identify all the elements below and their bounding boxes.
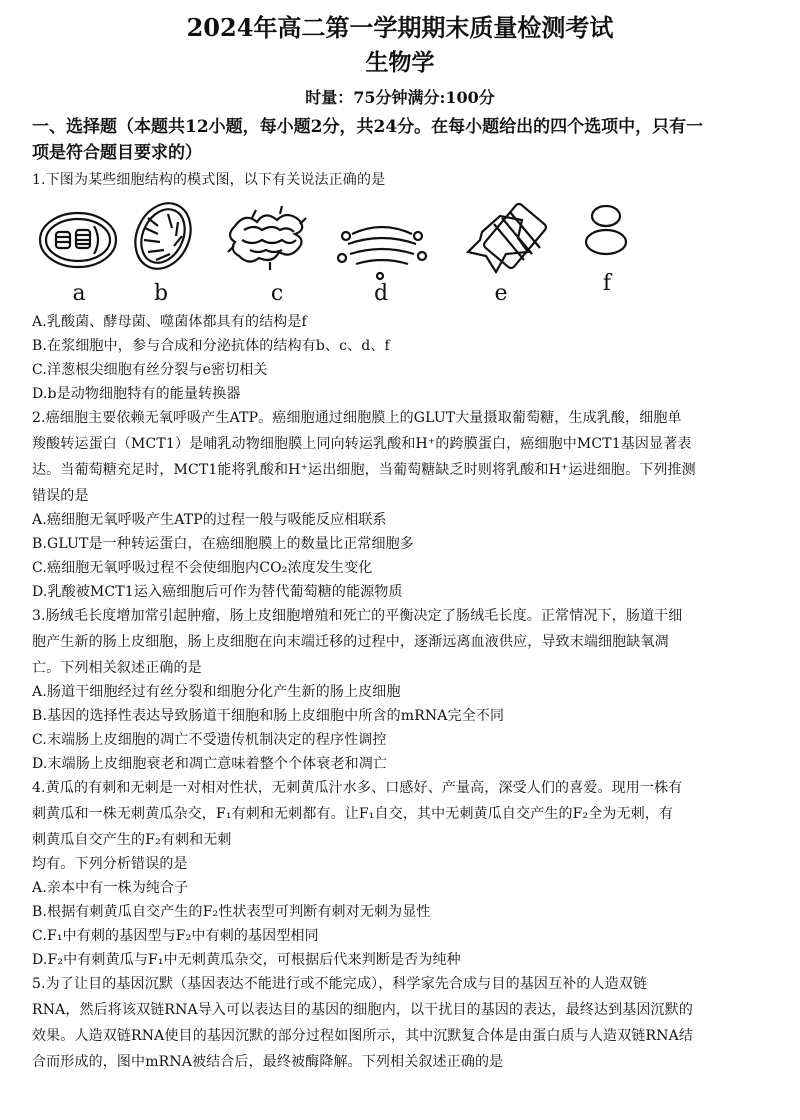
q5-stem-line2: RNA，然后将该双链RNA导入可以表达目的基因的细胞内，以干扰目的基因的表达，最终达到基因沉默的 bbox=[32, 1002, 693, 1018]
subject-title: 生物学 bbox=[365, 49, 435, 76]
q2-stem-line1: 2.癌细胞主要依赖无氧呼吸产生ATP。癌细胞通过细胞膜上的GLUT大量摄取葡萄糖，生成乳酸，细胞单 bbox=[32, 410, 682, 426]
q2-option-c: C.癌细胞无氧呼吸过程不会使细胞内CO₂浓度发生变化 bbox=[32, 560, 373, 576]
q3-option-b: B.基因的选择性表达导致肠道干细胞和肠上皮细胞中所含的mRNA完全不同 bbox=[32, 708, 505, 724]
figure-label-a: a bbox=[72, 281, 86, 306]
organelle-diagram bbox=[30, 196, 650, 306]
figure-label-c: c bbox=[270, 281, 284, 306]
structure-e-icon bbox=[468, 202, 548, 272]
q1-option-b: B.在浆细胞中，参与合成和分泌抗体的结构有b、c、d、f bbox=[32, 338, 390, 354]
q2-option-b: B.GLUT是一种转运蛋白，在癌细胞膜上的数量比正常细胞多 bbox=[32, 536, 414, 552]
q1-option-a: A.乳酸菌、酵母菌、噬菌体都具有的结构是f bbox=[32, 314, 307, 330]
structure-b-icon bbox=[125, 196, 201, 278]
figure-label-e: e bbox=[494, 281, 508, 306]
q3-option-a: A.肠道干细胞经过有丝分裂和细胞分化产生新的肠上皮细胞 bbox=[32, 684, 401, 700]
q1-option-d: D.b是动物细胞特有的能量转换器 bbox=[32, 386, 241, 402]
q4-stem-line2: 刺黄瓜和一株无刺黄瓜杂交，F₁有刺和无刺都有。让F₁自交，其中无刺黄瓜自交产生的F₂全为无刺，有 bbox=[32, 806, 674, 822]
structure-f-icon bbox=[586, 206, 626, 254]
q2-stem-line2: 羧酸转运蛋白（MCT1）是哺乳动物细胞膜上同向转运乳酸和H⁺的跨膜蛋白，癌细胞中MCT1基因显著表 bbox=[32, 436, 692, 452]
structure-d-icon bbox=[338, 227, 426, 279]
q4-stem-line3: 刺黄瓜自交产生的F₂有刺和无刺 bbox=[32, 832, 232, 848]
q3-stem-line1: 3.肠绒毛长度增加常引起肿瘤，肠上皮细胞增殖和死亡的平衡决定了肠绒毛长度。正常情况下，肠道干细 bbox=[32, 608, 683, 624]
q3-option-d: D.末端肠上皮细胞衰老和凋亡意味着整个个体衰老和凋亡 bbox=[32, 756, 388, 772]
q4-option-c: C.F₁中有刺的基因型与F₂中有刺的基因型相同 bbox=[32, 928, 319, 944]
q2-stem-line3: 达。当葡萄糖充足时，MCT1能将乳酸和H⁺运出细胞，当葡萄糖缺乏时则将乳酸和H⁺运进细胞。下列推测 bbox=[32, 462, 696, 478]
figure-label-b: b bbox=[153, 281, 169, 306]
q2-option-a: A.癌细胞无氧呼吸产生ATP的过程一般与吸能反应相联系 bbox=[32, 512, 387, 528]
section-heading-line2: 项是符合题目要求的） bbox=[32, 143, 202, 163]
time-info: 时量：75分钟满分:100分 bbox=[305, 88, 495, 107]
structure-a-icon bbox=[40, 213, 116, 267]
q4-option-a: A.亲本中有一株为纯合子 bbox=[32, 880, 189, 896]
structure-c-icon bbox=[228, 206, 306, 270]
q5-stem-line3: 效果。人造双链RNA使目的基因沉默的部分过程如图所示，其中沉默复合体是由蛋白质与人造双链RNA结 bbox=[32, 1028, 693, 1044]
section-heading-line1: 一、选择题（本题共12小题，每小题2分，共24分。在每小题给出的四个选项中，只有一 bbox=[32, 117, 704, 137]
q3-stem-line2: 胞产生新的肠上皮细胞，肠上皮细胞在向末端迁移的过程中，逐渐远离血液供应，导致末端细胞缺氧凋 bbox=[32, 634, 669, 650]
q3-stem-line3: 亡。下列相关叙述正确的是 bbox=[32, 660, 202, 676]
q5-stem-line1: 5.为了让目的基因沉默（基因表达不能进行或不能完成），科学家先合成与目的基因互补的人造双链 bbox=[32, 976, 648, 992]
q5-stem-line4: 合而形成的，图中mRNA被结合后，最终被酶降解。下列相关叙述正确的是 bbox=[32, 1054, 504, 1070]
q1-stem: 1.下图为某些细胞结构的模式图，以下有关说法正确的是 bbox=[32, 172, 386, 188]
q2-stem-line4: 错误的是 bbox=[32, 488, 89, 504]
q4-option-b: B.根据有刺黄瓜自交产生的F₂性状表型可判断有刺对无刺为显性 bbox=[32, 904, 431, 920]
figure-label-d: d bbox=[373, 281, 389, 306]
q1-figure bbox=[30, 196, 650, 306]
q4-option-d: D.F₂中有刺黄瓜与F₁中无刺黄瓜杂交，可根据后代来判断是否为纯种 bbox=[32, 952, 461, 968]
q4-stem-line4: 均有。下列分析错误的是 bbox=[32, 856, 188, 872]
q2-option-d: D.乳酸被MCT1运入癌细胞后可作为替代葡萄糖的能源物质 bbox=[32, 584, 403, 600]
q4-stem-line1: 4.黄瓜的有刺和无刺是一对相对性状，无刺黄瓜汁水多、口感好、产量高，深受人们的喜爱。现用一株有 bbox=[32, 780, 683, 796]
exam-title: 2024年高二第一学期期末质量检测考试 bbox=[186, 13, 614, 42]
q1-option-c: C.洋葱根尖细胞有丝分裂与e密切相关 bbox=[32, 362, 268, 378]
q3-option-c: C.末端肠上皮细胞的凋亡不受遗传机制决定的程序性调控 bbox=[32, 732, 387, 748]
figure-label-f: f bbox=[602, 271, 612, 296]
